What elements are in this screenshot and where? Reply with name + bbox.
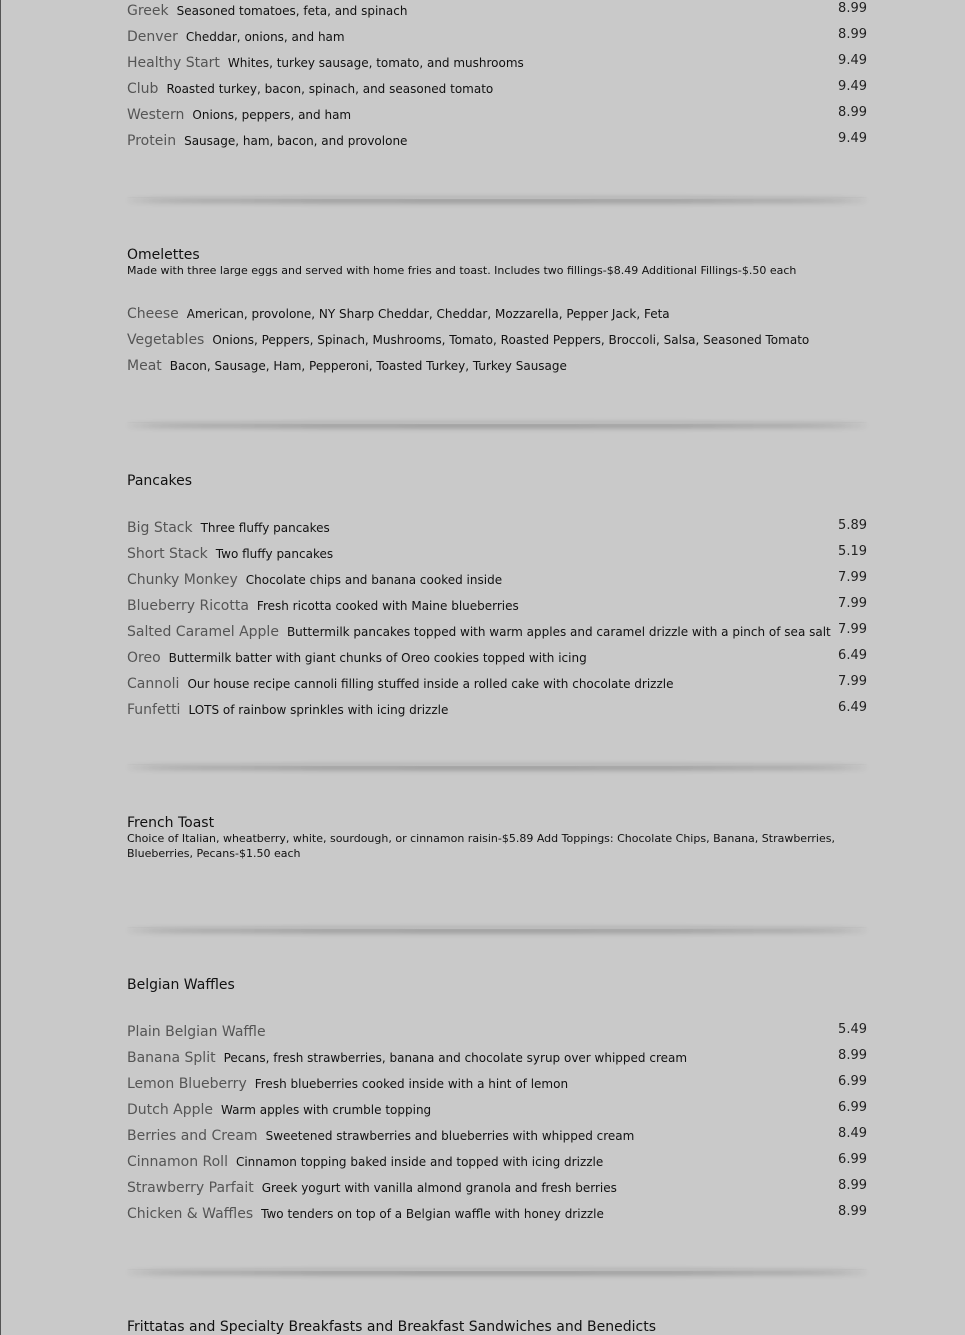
item-description: Greek yogurt with vanilla almond granola and fresh berries — [261, 1181, 617, 1195]
section-belgian-waffles — [127, 977, 867, 1229]
item-description: Roasted turkey, bacon, spinach, and seasoned tomato — [166, 82, 494, 96]
item-name: Cinnamon Roll — [127, 1154, 228, 1170]
item-price: 7.99 — [838, 674, 867, 689]
item-name: Strawberry Parfait — [127, 1180, 254, 1196]
menu-item — [127, 1047, 867, 1073]
menu-item — [127, 329, 867, 355]
item-price: 8.99 — [838, 1178, 867, 1193]
item-price: 8.99 — [838, 1, 867, 16]
item-description: American, provolone, NY Sharp Cheddar, Cheddar, Mozzarella, Pepper Jack, Feta — [186, 307, 670, 321]
item-description: Warm apples with crumble topping — [221, 1103, 432, 1117]
item-description: Sausage, ham, bacon, and provolone — [184, 134, 408, 148]
item-price: 6.99 — [838, 1074, 867, 1089]
item-name: Oreo — [127, 650, 161, 666]
item-name: Funfetti — [127, 702, 181, 718]
item-description: Our house recipe cannoli filling stuffed inside a rolled cake with chocolate drizzle — [187, 677, 674, 691]
item-description: Sweetened strawberries and blueberries with whipped cream — [265, 1129, 635, 1143]
item-name: Dutch Apple — [127, 1102, 214, 1118]
item-description: Onions, Peppers, Spinach, Mushrooms, Tomato, Roasted Peppers, Broccoli, Salsa, Seasoned Tomato — [212, 333, 810, 347]
item-name: Cannoli — [127, 676, 180, 692]
item-description: Two tenders on top of a Belgian waffle with honey drizzle — [261, 1207, 604, 1221]
menu-item — [127, 595, 867, 621]
item-price: 8.99 — [838, 1204, 867, 1219]
item-price: 7.99 — [838, 622, 867, 637]
item-price: 8.99 — [838, 105, 867, 120]
item-description: Cheddar, onions, and ham — [185, 30, 345, 44]
item-description: Bacon, Sausage, Ham, Pepperoni, Toasted Turkey, Turkey Sausage — [169, 359, 567, 373]
item-price: 5.89 — [838, 518, 867, 533]
menu-item — [127, 1073, 867, 1099]
section-frittatas — [127, 1319, 867, 1335]
item-name: Plain Belgian Waffle — [127, 1024, 266, 1040]
item-description: Pecans, fresh strawberries, banana and chocolate syrup over whipped cream — [223, 1051, 688, 1065]
item-description: Buttermilk batter with giant chunks of Oreo cookies topped with icing — [168, 651, 587, 665]
item-description: Cinnamon topping baked inside and topped with icing drizzle — [235, 1155, 604, 1169]
item-price: 9.49 — [838, 79, 867, 94]
item-name: Cheese — [127, 306, 179, 322]
item-price: 9.49 — [838, 131, 867, 146]
section-title: Omelettes — [127, 247, 200, 263]
item-description: Seasoned tomatoes, feta, and spinach — [176, 4, 408, 18]
item-price: 5.19 — [838, 544, 867, 559]
section-description: Choice of Italian, wheatberry, white, sourdough, or cinnamon raisin-$5.89 Add Toppings: Chocolate Chips, Banana, Strawberries, Blueberries, Pecans-$1.50 each — [127, 832, 835, 860]
menu-item — [127, 26, 867, 52]
item-description: Chocolate chips and banana cooked inside — [245, 573, 503, 587]
menu-item — [127, 543, 867, 569]
item-name: Chunky Monkey — [127, 572, 238, 588]
item-name: Salted Caramel Apple — [127, 624, 279, 640]
item-name: Blueberry Ricotta — [127, 598, 249, 614]
menu-item — [127, 621, 867, 647]
section-omelettes — [127, 247, 867, 381]
item-price: 8.99 — [838, 27, 867, 42]
section-title: Belgian Waffles — [127, 977, 235, 993]
item-name: Meat — [127, 358, 162, 374]
item-name: Short Stack — [127, 546, 208, 562]
menu-item — [127, 699, 867, 725]
section-divider — [127, 196, 867, 214]
item-name: Vegetables — [127, 332, 205, 348]
section-title: Pancakes — [127, 473, 193, 489]
item-price: 5.49 — [838, 1022, 867, 1037]
menu-item — [127, 1125, 867, 1151]
item-name: Lemon Blueberry — [127, 1076, 247, 1092]
item-price: 6.49 — [838, 648, 867, 663]
menu-item — [127, 1021, 867, 1047]
item-price: 6.99 — [838, 1100, 867, 1115]
item-price: 8.99 — [838, 1048, 867, 1063]
menu-item — [127, 52, 867, 78]
item-name: Club — [127, 81, 159, 97]
section-french-toast — [127, 815, 867, 861]
menu-item — [127, 1099, 867, 1125]
menu-item — [127, 1203, 867, 1229]
section-pancakes — [127, 473, 867, 725]
menu-item — [127, 1177, 867, 1203]
menu-item — [127, 0, 867, 26]
item-name: Greek — [127, 3, 169, 19]
item-description: LOTS of rainbow sprinkles with icing drizzle — [188, 703, 449, 717]
menu-item — [127, 104, 867, 130]
item-price: 7.99 — [838, 570, 867, 585]
item-description: Three fluffy pancakes — [200, 521, 330, 535]
item-description: Fresh ricotta cooked with Maine blueberries — [256, 599, 519, 613]
item-name: Chicken & Waffles — [127, 1206, 254, 1222]
menu-item — [127, 1151, 867, 1177]
item-price: 9.49 — [838, 53, 867, 68]
item-name: Denver — [127, 29, 178, 45]
item-name: Western — [127, 107, 185, 123]
menu-item — [127, 303, 867, 329]
section-divider — [127, 1268, 867, 1286]
item-price: 6.49 — [838, 700, 867, 715]
item-name: Banana Split — [127, 1050, 216, 1066]
menu-item — [127, 355, 867, 381]
section-description: Made with three large eggs and served with home fries and toast. Includes two fillings-$8.49 Additional Fillings-$.50 each — [127, 264, 797, 277]
section-title: Frittatas and Specialty Breakfasts and Breakfast Sandwiches and Benedicts — [127, 1319, 657, 1335]
item-description: Two fluffy pancakes — [215, 547, 334, 561]
menu-item — [127, 647, 867, 673]
item-name: Big Stack — [127, 520, 193, 536]
menu-item — [127, 673, 867, 699]
item-description: Onions, peppers, and ham — [192, 108, 352, 122]
section-divider — [127, 926, 867, 944]
menu-item — [127, 517, 867, 543]
menu-item — [127, 130, 867, 156]
item-description: Whites, turkey sausage, tomato, and mushrooms — [227, 56, 524, 70]
section-frittatas-items — [127, 0, 867, 156]
page-left-border — [0, 0, 1, 1335]
item-price: 8.49 — [838, 1126, 867, 1141]
item-name: Protein — [127, 133, 177, 149]
menu-item — [127, 569, 867, 595]
item-description: Buttermilk pancakes topped with warm apples and caramel drizzle with a pinch of sea salt — [286, 625, 831, 639]
section-title: French Toast — [127, 815, 215, 831]
item-price: 6.99 — [838, 1152, 867, 1167]
section-divider — [127, 763, 867, 781]
item-name: Berries and Cream — [127, 1128, 258, 1144]
menu-item — [127, 78, 867, 104]
item-name: Healthy Start — [127, 55, 220, 71]
section-divider — [127, 421, 867, 439]
item-description: Fresh blueberries cooked inside with a hint of lemon — [254, 1077, 569, 1091]
item-price: 7.99 — [838, 596, 867, 611]
